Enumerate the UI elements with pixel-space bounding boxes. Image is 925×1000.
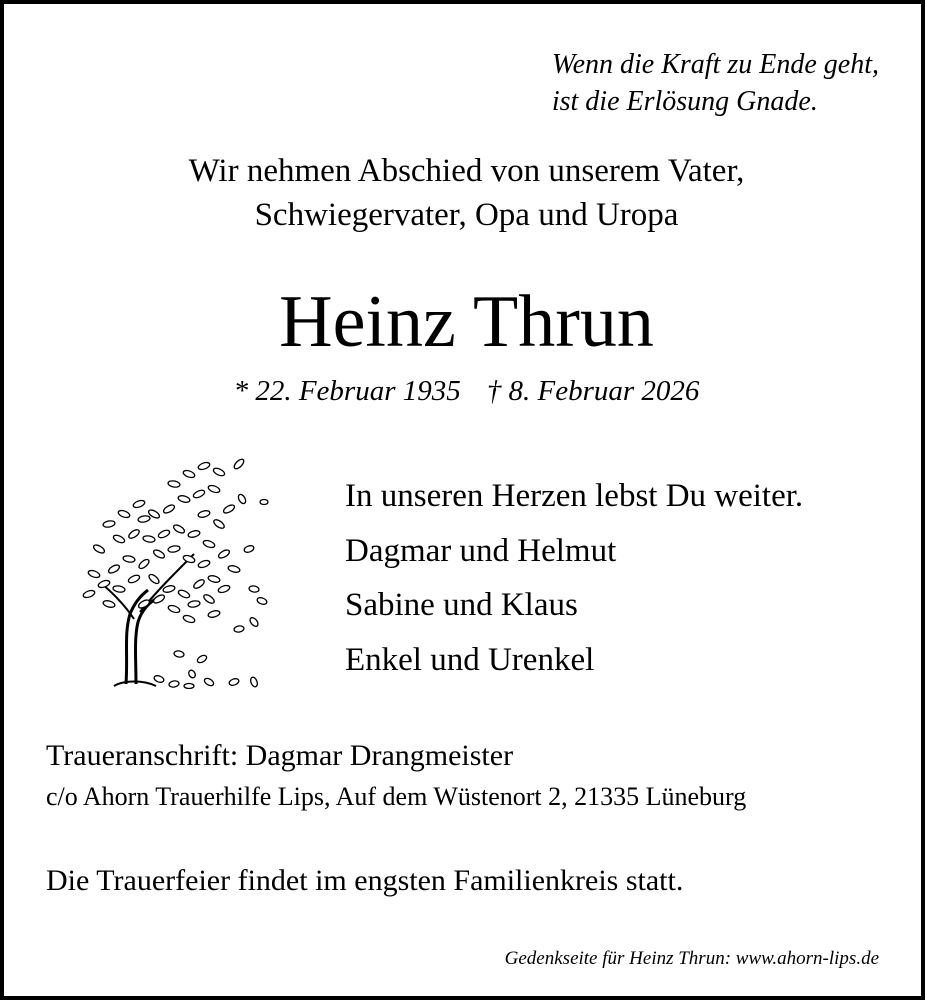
mourners-line: Enkel und Urenkel: [345, 641, 595, 678]
mourners-list: [345, 469, 803, 687]
mourners-line: In unseren Herzen lebst Du weiter.: [345, 478, 804, 514]
ceremony-note: Die Trauerfeier findet im engsten Familienkreis statt.: [46, 864, 684, 897]
quote-line-1: Wenn die Kraft zu Ende geht,: [551, 49, 879, 80]
memorial-page-link: Gedenkseite für Heinz Thrun: www.ahorn-lips.de: [504, 948, 879, 969]
life-dates: [4, 375, 925, 408]
death-date: † 8. Februar 2026: [486, 375, 700, 407]
birth-date: * 22. Februar 1935: [233, 375, 461, 407]
mourners-line: Sabine und Klaus: [345, 587, 578, 623]
deceased-name: Heinz Thrun: [279, 281, 654, 363]
mourning-address-recipient: Traueranschrift: Dagmar Drangmeister: [46, 739, 514, 772]
intro-line-1: Wir nehmen Abschied von unserem Vater,: [188, 153, 745, 189]
quote: [552, 46, 879, 120]
intro-text: [4, 149, 925, 237]
quote-line-2: ist die Erlösung Gnade.: [551, 86, 818, 117]
intro-line-2: Schwiegervater, Opa und Uropa: [254, 197, 679, 233]
windblown-tree-icon: [74, 454, 279, 689]
mourners-line: Dagmar und Helmut: [345, 532, 617, 569]
mourning-address-street: c/o Ahorn Trauerhilfe Lips, Auf dem Wüstenort 2, 21335 Lüneburg: [46, 782, 747, 811]
